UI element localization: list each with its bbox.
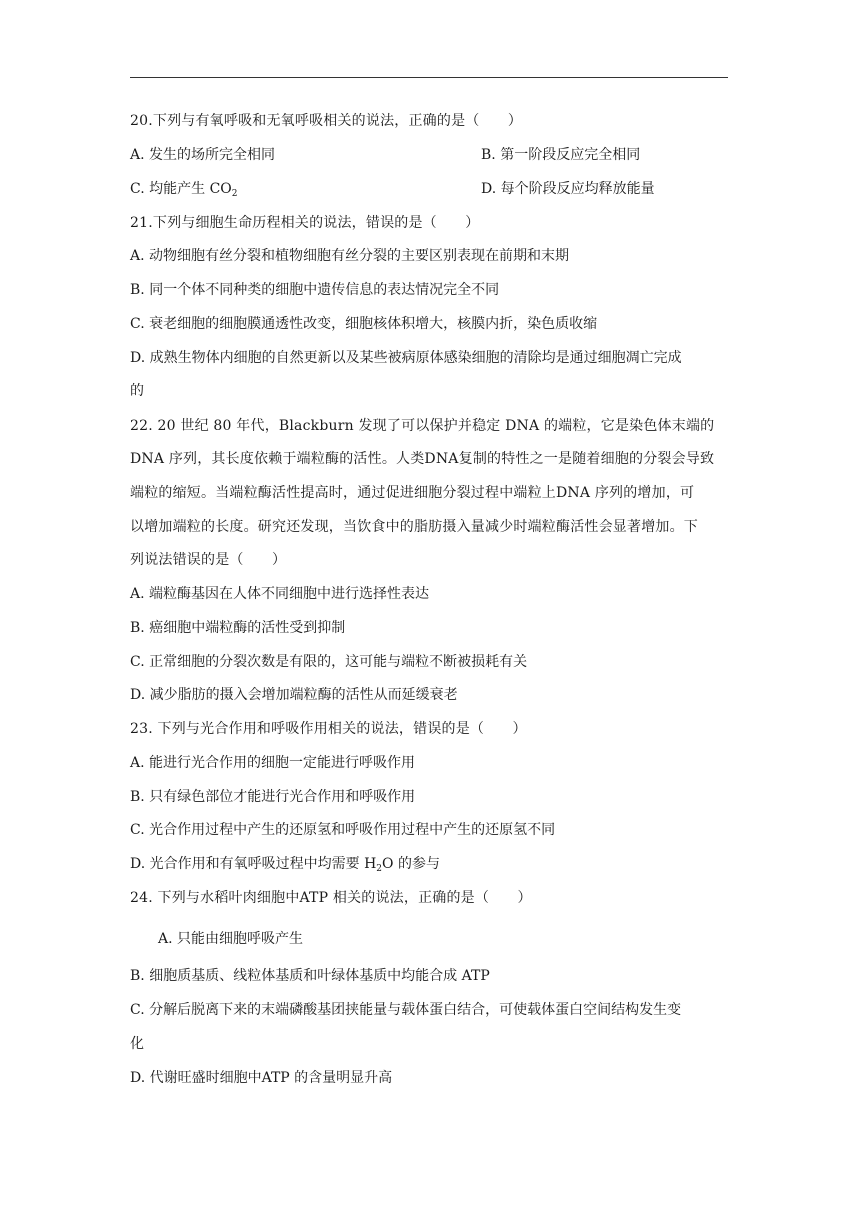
q22-stem-line5: 列说法错误的是（ ） (130, 552, 287, 568)
q23-stem: 23. 下列与光合作用和呼吸作用相关的说法，错误的是（ ） (130, 721, 527, 737)
q21-option-a: A. 动物细胞有丝分裂和植物细胞有丝分裂的主要区别表现在前期和末期 (130, 248, 570, 264)
q21-option-b: B. 同一个体不同种类的细胞中遗传信息的表达情况完全不同 (130, 282, 500, 298)
q24-option-a: A. 只能由细胞呼吸产生 (158, 931, 304, 947)
q23-option-d (130, 854, 440, 874)
q23-option-d-subscript: 2 (376, 864, 383, 874)
q21-stem: 21.下列与细胞生命历程相关的说法，错误的是（ ） (130, 215, 480, 231)
q23-option-a: A. 能进行光合作用的细胞一定能进行呼吸作用 (130, 755, 416, 771)
q22-stem-line1: 22. 20 世纪 80 年代，Blackburn 发现了可以保护并稳定 DNA 的端粒，它是染色体末端的 (130, 418, 715, 434)
q22-option-b: B. 癌细胞中端粒酶的活性受到抑制 (130, 620, 346, 636)
q20-option-c-text: C. 均能产生 CO (130, 181, 232, 197)
q20-option-c-subscript: 2 (231, 189, 238, 199)
q23-option-d-text: D. 光合作用和有氧呼吸过程中均需要 H (130, 856, 377, 872)
q22-stem-line2: DNA 序列，其长度依赖于端粒酶的活性。人类DNA复制的特性之一是随着细胞的分裂会导致 (130, 451, 715, 467)
q21-option-d-line1: D. 成熟生物体内细胞的自然更新以及某些被病原体感染细胞的清除均是通过细胞凋亡完成 (130, 350, 682, 366)
q21-option-d-line2: 的 (130, 383, 144, 399)
q21-option-c: C. 衰老细胞的细胞膜通透性改变，细胞核体积增大，核膜内折，染色质收缩 (130, 316, 598, 332)
q20-stem: 20.下列与有氧呼吸和无氧呼吸相关的说法，正确的是（ ） (130, 113, 523, 129)
q24-stem: 24. 下列与水稻叶肉细胞中ATP 相关的说法，正确的是（ ） (130, 890, 532, 906)
q20-option-c (130, 179, 238, 199)
q23-option-d-text-end: O 的参与 (382, 856, 440, 872)
q20-option-a: A. 发生的场所完全相同 (130, 147, 276, 163)
q24-option-d: D. 代谢旺盛时细胞中ATP 的含量明显升高 (130, 1070, 393, 1086)
q24-option-b: B. 细胞质基质、线粒体基质和叶绿体基质中均能合成 ATP (130, 968, 490, 984)
header-rule (130, 77, 728, 78)
q22-option-d: D. 减少脂肪的摄入会增加端粒酶的活性从而延缓衰老 (130, 687, 458, 703)
q20-option-b: B. 第一阶段反应完全相同 (481, 147, 641, 163)
q24-option-c-line1: C. 分解后脱离下来的末端磷酸基团挟能量与载体蛋白结合，可使载体蛋白空间结构发生变 (130, 1002, 682, 1018)
q24-option-c-line2: 化 (130, 1036, 144, 1052)
q22-option-c: C. 正常细胞的分裂次数是有限的，这可能与端粒不断被损耗有关 (130, 654, 528, 670)
q22-stem-line3: 端粒的缩短。当端粒酶活性提高时，通过促进细胞分裂过程中端粒上DNA 序列的增加，可 (130, 485, 695, 501)
q23-option-b: B. 只有绿色部位才能进行光合作用和呼吸作用 (130, 789, 416, 805)
q22-option-a: A. 端粒酶基因在人体不同细胞中进行选择性表达 (130, 586, 430, 602)
q20-option-d: D. 每个阶段反应均释放能量 (481, 181, 655, 197)
q22-stem-line4: 以增加端粒的长度。研究还发现，当饮食中的脂肪摄入量减少时端粒酶活性会显著增加。下 (130, 519, 698, 535)
q23-option-c: C. 光合作用过程中产生的还原氢和呼吸作用过程中产生的还原氢不同 (130, 822, 556, 838)
